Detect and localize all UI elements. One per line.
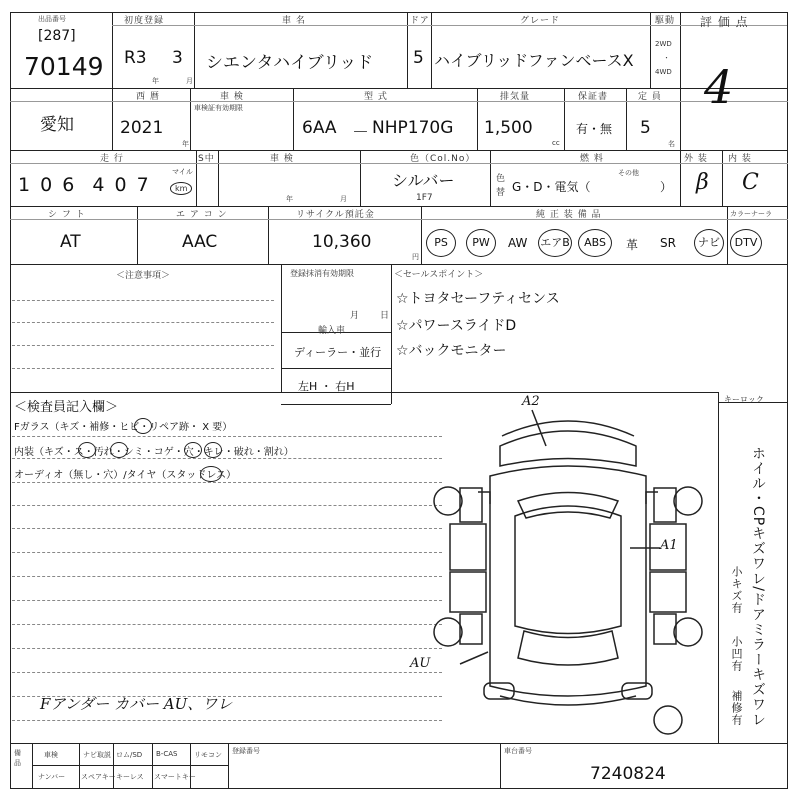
displacement-header: 排気量: [500, 92, 531, 102]
footer-shaken: 車検: [44, 751, 58, 759]
equip-pw: PW: [466, 229, 496, 257]
footer-remote: リモコン: [194, 751, 222, 759]
inspector-audio-tire: オーディオ（無し・穴）/タイヤ（スタッドレス）: [14, 470, 237, 481]
mileage-value: 1 0 6 4 0 7: [18, 174, 151, 196]
door-header: ドア: [410, 16, 430, 26]
color-value: シルバー: [392, 171, 455, 190]
chassis-number: 7240824: [590, 764, 666, 784]
footer-chassis-label: 車台番号: [504, 747, 532, 755]
import-header: 輸入車: [318, 326, 346, 336]
equip-airbag: エアB: [538, 229, 572, 257]
caution-header: ＜注意事項＞: [116, 271, 171, 281]
reg-year-unit: 年: [152, 77, 159, 85]
equip-ps: PS: [426, 229, 456, 257]
inspector-glass: Fガラス（キズ・補修・ヒビ・リペア跡・ X 要）: [14, 422, 233, 433]
sales-point-2: ☆パワースライドD: [396, 318, 517, 334]
damage-mark-a1: A1: [660, 538, 678, 553]
warranty-header: 保証書: [578, 92, 609, 102]
doors: 5: [413, 48, 424, 68]
shaken-year: 年: [286, 195, 293, 203]
grade-header: グレード: [520, 16, 561, 26]
footer-navi-manual: ナビ取説: [83, 751, 111, 759]
grade: ハイブリッドファンベースX: [434, 51, 634, 70]
reg-era: R3: [124, 48, 147, 68]
reg-deadline-day: 日: [380, 311, 390, 321]
recycle-header: リサイクル預託金: [296, 210, 375, 220]
drive-4wd: 4WD: [655, 68, 672, 76]
damage-mark-au: AU: [410, 656, 431, 671]
key-lock-label: キーロック: [724, 395, 764, 404]
circle-mark: [110, 442, 128, 458]
drive-header: 駆動: [655, 16, 676, 26]
inspection-note: 車検証有効期限: [194, 104, 243, 112]
import-dealer: ディーラー・並行: [294, 346, 382, 359]
recycle-value: 10,360: [312, 232, 372, 252]
reg-deadline-month: 月: [350, 311, 360, 321]
footer-reg-number-label: 登録番号: [232, 747, 260, 755]
circle-mark: [200, 466, 222, 482]
shaken-header: 車 検: [270, 154, 294, 164]
exterior-value: β: [696, 170, 709, 195]
ac-header: エ ア コ ン: [176, 210, 228, 220]
footer-smart-key: スマートキー: [154, 773, 196, 781]
year-value: 2021: [120, 118, 164, 138]
interior-header: 内 装: [728, 154, 752, 164]
warranty-value: 有・無: [576, 122, 613, 136]
equip-leather: 革: [626, 238, 639, 252]
fuel-other: その他: [618, 169, 639, 177]
yen-unit: 円: [412, 253, 419, 261]
damage-mark-a2: A2: [522, 394, 540, 409]
car-name-header: 車 名: [282, 16, 306, 26]
sales-point-1: ☆トヨタセーフティセンス: [396, 291, 560, 307]
footer-spare-key: スペアキー: [81, 773, 116, 781]
model-prefix: 6AA: [302, 118, 337, 138]
mileage-unit-top: マイル: [172, 168, 193, 176]
drive-dot: ・: [663, 54, 670, 62]
color-number: 1F7: [416, 193, 433, 203]
year-header: 西 暦: [136, 92, 160, 102]
car-diagram: [420, 396, 716, 742]
drive-2wd: 2WD: [655, 40, 672, 48]
equip-abs: ABS: [578, 229, 612, 257]
navi-tv-header: カラーナーラ: [730, 210, 772, 218]
shift-value: AT: [60, 232, 81, 252]
reg-month-unit: 月: [186, 77, 193, 85]
color-change: 色替: [496, 174, 506, 198]
inspector-interior: 内装（キズ・ス・汚れ・シミ・コゲ・穴・キレ・破れ・割れ）: [14, 447, 294, 458]
footer-number: ナンバー: [38, 773, 66, 781]
year-unit: 年: [182, 140, 189, 148]
circle-mark: [184, 442, 202, 458]
displacement-value: 1,500: [484, 118, 533, 138]
equip-navi: ナビ: [694, 229, 724, 257]
equip-aw: AW: [508, 236, 528, 250]
capacity-unit: 名: [668, 140, 675, 148]
mileage-unit: km: [170, 182, 192, 195]
circle-mark: [204, 442, 222, 458]
reg-month: 3: [172, 48, 183, 68]
model-header: 型 式: [364, 92, 388, 102]
footer-keyless: キーレス: [116, 773, 144, 781]
score-value: 4: [704, 60, 734, 114]
inspection-header: 車 検: [220, 92, 244, 102]
lot-number: 70149: [24, 52, 104, 81]
score-header: 評 価 点: [700, 15, 749, 29]
reg-deadline-header: 登録抹消有効期限: [290, 269, 354, 278]
shaken-month: 月: [340, 195, 347, 203]
footer-bcas: B-CAS: [156, 750, 178, 758]
lot-sub: [287]: [38, 28, 76, 44]
ac-value: AAC: [182, 232, 218, 252]
first-reg-header: 初度登録: [124, 16, 165, 26]
region-header: 出品番号: [38, 15, 66, 23]
fuel-header: 燃 料: [580, 154, 604, 164]
handwritten-note: Fアンダー カバー AU、ワレ: [40, 695, 233, 713]
side-note-dent: 小凹有: [730, 636, 743, 672]
mileage-header: 走 行: [100, 154, 124, 164]
region-value: 愛知: [40, 115, 74, 135]
equip-sr: SR: [660, 236, 676, 250]
sales-header: ＜セールスポイント＞: [394, 270, 484, 280]
fuel-value: G・D・電気（: [512, 180, 591, 194]
car-name: シエンタハイブリッド: [206, 53, 374, 73]
inspector-title: ＜検査員記入欄＞: [14, 400, 119, 415]
cc-unit: cc: [552, 139, 560, 147]
color-header: 色（Col.No）: [410, 154, 476, 164]
capacity-header: 定 員: [638, 92, 662, 102]
equip-dtv: DTV: [730, 229, 762, 257]
exterior-header: 外 装: [684, 154, 708, 164]
side-note-scratch: 小キズ有: [730, 566, 743, 614]
circle-mark: [78, 442, 96, 458]
sales-point-3: ☆バックモニター: [396, 343, 507, 359]
capacity-value: 5: [640, 118, 651, 138]
fuel-close: ）: [660, 180, 673, 194]
side-note-repair: 補修有: [730, 690, 743, 726]
circle-mark: [134, 418, 152, 434]
smeter-header: S中: [198, 154, 215, 164]
footer-rom-sd: ロム/SD: [116, 751, 143, 759]
model-dash: －: [352, 123, 369, 143]
footer-side-label: 備品: [14, 749, 21, 767]
handle-side: 左H ・ 右H: [298, 380, 355, 393]
side-note-wheel-mirror: ホイル・CPキズワレ/ドアミラーキズワレ: [750, 446, 766, 727]
equipment-header: 純 正 装 備 品: [536, 210, 602, 220]
model-value: NHP170G: [372, 118, 454, 138]
interior-value: C: [742, 170, 759, 195]
shift-header: シ フ ト: [48, 210, 86, 220]
